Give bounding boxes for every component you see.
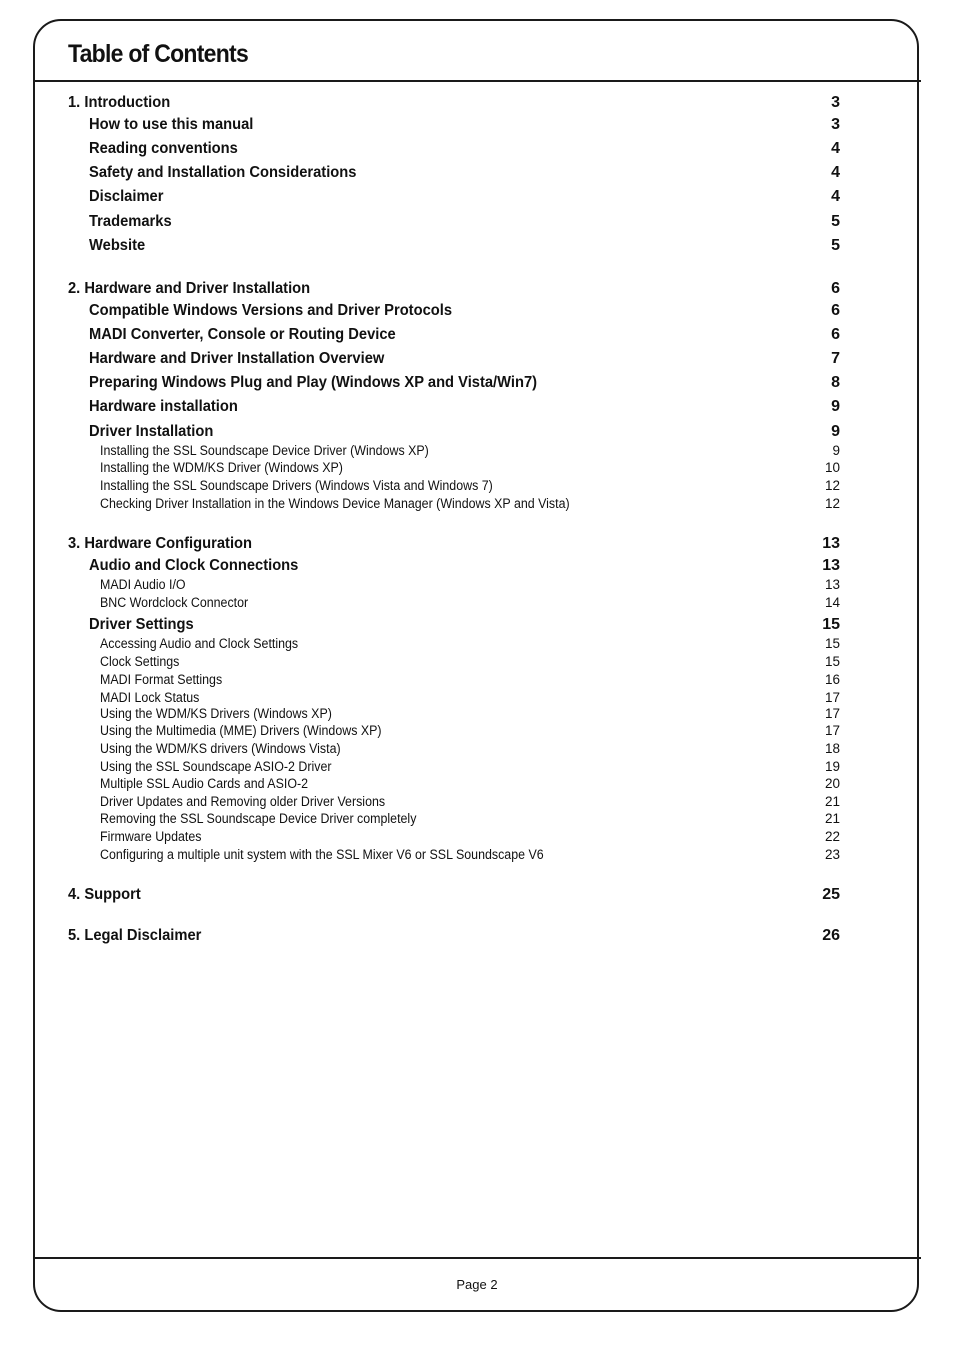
toc-entry-page: 4 — [831, 188, 840, 205]
toc-entry-label: Hardware and Driver Installation Overview — [89, 350, 385, 367]
toc-entry-label: Driver Installation — [89, 423, 214, 440]
toc-entry-label: MADI Format Settings — [100, 672, 223, 687]
toc-entry-page: 17 — [824, 690, 840, 705]
toc-entry-label: 3. Hardware Configuration — [68, 535, 253, 552]
toc-entry-page: 17 — [824, 723, 840, 738]
toc-entry-page: 9 — [831, 398, 840, 415]
toc-entry-label: Clock Settings — [100, 654, 180, 669]
toc-entry[interactable] — [68, 280, 840, 298]
toc-entry-label: Audio and Clock Connections — [89, 557, 299, 574]
toc-entry-page: 26 — [822, 927, 840, 944]
toc-entry-label: Safety and Installation Considerations — [89, 164, 357, 181]
toc-entry[interactable] — [68, 398, 840, 416]
toc-entry[interactable] — [68, 847, 840, 862]
toc-entry[interactable] — [68, 478, 840, 493]
toc-entry[interactable] — [68, 164, 840, 182]
toc-entry-label: Using the WDM/KS drivers (Windows Vista) — [100, 741, 341, 756]
toc-entry-page: 15 — [824, 654, 840, 669]
toc-entry-page: 6 — [831, 280, 840, 297]
toc-entry-page: 22 — [824, 829, 840, 844]
toc-entry-page: 9 — [831, 423, 840, 440]
toc-entry-label: Reading conventions — [89, 140, 238, 157]
toc-entry[interactable] — [68, 237, 840, 255]
toc-entry[interactable] — [68, 706, 840, 721]
toc-entry[interactable] — [68, 116, 840, 134]
toc-entry-label: Driver Updates and Removing older Driver Versions — [100, 794, 386, 809]
toc-entry-page: 25 — [822, 886, 840, 903]
toc-entry-page: 21 — [824, 811, 840, 826]
toc-entry[interactable] — [68, 423, 840, 441]
toc-entry-page: 3 — [831, 94, 840, 111]
toc-entry-label: BNC Wordclock Connector — [100, 595, 249, 610]
toc-entry-page: 15 — [824, 636, 840, 651]
toc-entry[interactable] — [68, 741, 840, 756]
toc-entry[interactable] — [68, 443, 840, 458]
toc-entry[interactable] — [68, 140, 840, 158]
toc-entry-label: Removing the SSL Soundscape Device Driver completely — [100, 811, 417, 826]
toc-entry[interactable] — [68, 672, 840, 687]
toc-entry-label: Website — [89, 237, 146, 254]
toc-entry[interactable] — [68, 723, 840, 738]
toc-entry[interactable] — [68, 188, 840, 206]
toc-entry-label: Installing the WDM/KS Driver (Windows XP) — [100, 460, 343, 475]
toc-entry-page: 9 — [832, 443, 840, 458]
toc-entry[interactable] — [68, 829, 840, 844]
toc-entry[interactable] — [68, 374, 840, 392]
toc-entry-page: 17 — [824, 706, 840, 721]
toc-entry-label: 4. Support — [68, 886, 141, 903]
toc-entry-page: 13 — [824, 577, 840, 592]
toc-entry[interactable] — [68, 577, 840, 592]
toc-entry[interactable] — [68, 690, 840, 705]
toc-entry-page: 21 — [824, 794, 840, 809]
toc-entry-page: 15 — [822, 616, 840, 633]
toc-entry[interactable] — [68, 616, 840, 634]
toc-entry-page: 4 — [831, 140, 840, 157]
toc-entry-page: 16 — [824, 672, 840, 687]
toc-entry[interactable] — [68, 636, 840, 651]
toc-entry[interactable] — [68, 557, 840, 575]
toc-entry-page: 4 — [831, 164, 840, 181]
toc-entry-label: Preparing Windows Plug and Play (Windows XP and Vista/Win7) — [89, 374, 538, 391]
toc-entry-page: 6 — [831, 302, 840, 319]
toc-entry-page: 12 — [824, 478, 840, 493]
toc-entry-page: 14 — [824, 595, 840, 610]
toc-entry[interactable] — [68, 535, 840, 553]
toc-entry[interactable] — [68, 927, 840, 945]
toc-entry-page: 18 — [824, 741, 840, 756]
toc-entry-label: Disclaimer — [89, 188, 164, 205]
toc-entry[interactable] — [68, 213, 840, 231]
toc-entry-page: 8 — [831, 374, 840, 391]
toc-entry-label: Hardware installation — [89, 398, 238, 415]
toc-entry[interactable] — [68, 886, 840, 904]
page-title: Table of Contents — [68, 40, 249, 68]
toc-entry-label: MADI Audio I/O — [100, 577, 186, 592]
page-number: Page 2 — [456, 1277, 498, 1292]
toc-entry-label: 1. Introduction — [68, 94, 171, 111]
toc-entry[interactable] — [68, 759, 840, 774]
toc-entry[interactable] — [68, 460, 840, 475]
toc-entry-label: Installing the SSL Soundscape Drivers (Windows Vista and Windows 7) — [100, 478, 493, 493]
toc-entry-label: Accessing Audio and Clock Settings — [100, 636, 299, 651]
toc-entry-label: 5. Legal Disclaimer — [68, 927, 202, 944]
header-divider — [33, 80, 921, 82]
toc-entry-label: Installing the SSL Soundscape Device Driver (Windows XP) — [100, 443, 429, 458]
toc-entry[interactable] — [68, 94, 840, 112]
toc-entry-page: 20 — [824, 776, 840, 791]
footer-divider — [33, 1257, 921, 1259]
toc-entry-label: MADI Converter, Console or Routing Device — [89, 326, 396, 343]
toc-entry-label: Trademarks — [89, 213, 172, 230]
toc-entry[interactable] — [68, 794, 840, 809]
toc-entry[interactable] — [68, 326, 840, 344]
toc-entry[interactable] — [68, 654, 840, 669]
toc-entry-page: 7 — [831, 350, 840, 367]
toc-entry[interactable] — [68, 811, 840, 826]
toc-entry-page: 19 — [824, 759, 840, 774]
toc-entry[interactable] — [68, 776, 840, 791]
toc-entry[interactable] — [68, 496, 840, 511]
toc-entry[interactable] — [68, 302, 840, 320]
toc-entry-page: 3 — [831, 116, 840, 133]
toc-entry-label: MADI Lock Status — [100, 690, 200, 705]
toc-entry-label: Checking Driver Installation in the Windows Device Manager (Windows XP and Vista) — [100, 496, 570, 511]
toc-entry[interactable] — [68, 350, 840, 368]
toc-entry[interactable] — [68, 595, 840, 610]
toc-entry-label: Using the WDM/KS Drivers (Windows XP) — [100, 706, 332, 721]
toc-entry-page: 6 — [831, 326, 840, 343]
toc-entry-page: 5 — [831, 237, 840, 254]
toc-entry-page: 13 — [822, 535, 840, 552]
toc-entry-page: 12 — [824, 496, 840, 511]
toc-entry-label: Driver Settings — [89, 616, 194, 633]
toc-entry-label: Compatible Windows Versions and Driver Protocols — [89, 302, 453, 319]
toc-entry-label: How to use this manual — [89, 116, 254, 133]
toc-entry-label: Using the SSL Soundscape ASIO-2 Driver — [100, 759, 332, 774]
toc-entry-label: Configuring a multiple unit system with the SSL Mixer V6 or SSL Soundscape V6 — [100, 847, 544, 862]
toc-entry-page: 5 — [831, 213, 840, 230]
toc-entry-page: 13 — [822, 557, 840, 574]
toc-entry-label: Multiple SSL Audio Cards and ASIO-2 — [100, 776, 309, 791]
toc-entry-label: Firmware Updates — [100, 829, 202, 844]
toc-entry-page: 10 — [824, 460, 840, 475]
toc-entry-label: Using the Multimedia (MME) Drivers (Windows XP) — [100, 723, 382, 738]
toc-entry-page: 23 — [824, 847, 840, 862]
toc-entry-label: 2. Hardware and Driver Installation — [68, 280, 311, 297]
